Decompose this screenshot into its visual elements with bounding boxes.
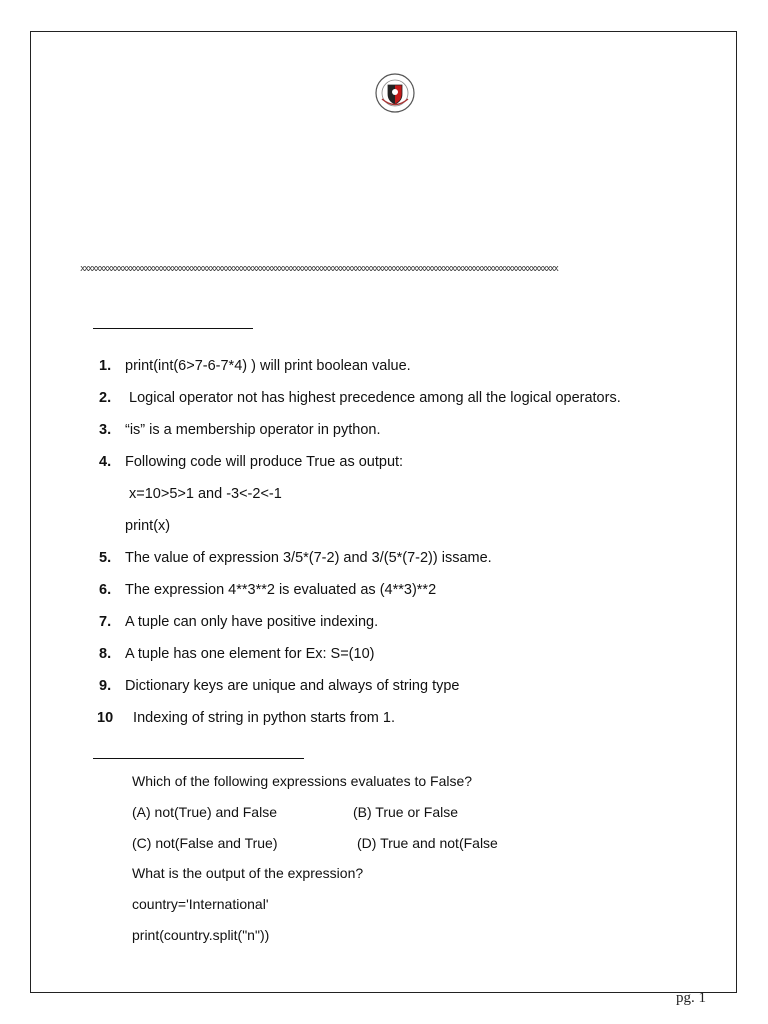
question-text: print(int(6>7-6-7*4) ) will print boolean value.	[125, 358, 411, 374]
question-number: 5.	[99, 550, 112, 566]
question-4-code-line-1: x=10>5>1 and -3<-2<-1	[125, 486, 282, 502]
mcq-question-1: Which of the following expressions evaluates to False?	[132, 773, 473, 789]
mcq-code-line-2: print(country.split("n"))	[132, 927, 270, 943]
mcq-option-a: (A) not(True) and False	[132, 804, 277, 820]
mcq-option-c: (C) not(False and True)	[132, 835, 278, 851]
question-number: 3.	[99, 422, 112, 438]
question-text: A tuple can only have positive indexing.	[125, 614, 379, 630]
question-10	[97, 709, 395, 727]
separator-line: xxxxxxxxxxxxxxxxxxxxxxxxxxxxxxxxxxxxxxxxxxxxxxxxxxxxxxxxxxxxxxxxxxxxxxxxxxxxxxxxxxxxxxxxxxxxxxxxxxxxxxxxxxxxxxxxxxxxxxxxxxxxx	[80, 264, 558, 274]
question-2	[99, 389, 621, 407]
question-8	[99, 645, 374, 663]
mcq-option-d: (D) True and not(False	[357, 835, 498, 851]
question-text: The expression 4**3**2 is evaluated as (4**3)**2	[125, 582, 437, 598]
question-number: 4.	[99, 454, 112, 470]
question-6	[99, 581, 436, 599]
question-7	[99, 613, 378, 631]
mcq-question-2: What is the output of the expression?	[132, 865, 364, 881]
question-4	[99, 453, 403, 471]
question-number: 9.	[99, 678, 112, 694]
mcq-code-line-1: country='International'	[132, 896, 269, 912]
question-text: A tuple has one element for Ex: S=(10)	[125, 646, 375, 662]
question-number: 2.	[99, 390, 112, 406]
question-1	[99, 357, 411, 375]
mcq-option-b: (B) True or False	[353, 804, 459, 820]
question-text: Dictionary keys are unique and always of string type	[125, 678, 460, 694]
question-text: Logical operator not has highest precedence among all the logical operators.	[125, 390, 621, 406]
question-5	[99, 549, 492, 567]
question-3	[99, 421, 380, 439]
question-text: The value of expression 3/5*(7-2) and 3/(5*(7-2)) issame.	[125, 550, 492, 566]
question-number: 1.	[99, 358, 112, 374]
question-number: 8.	[99, 646, 112, 662]
section-heading-blank	[93, 758, 304, 759]
question-number: 6.	[99, 582, 112, 598]
question-text: “is” is a membership operator in python.	[125, 422, 381, 438]
question-number: 10	[97, 710, 114, 726]
question-number: 7.	[99, 614, 112, 630]
section-heading-blank	[93, 328, 253, 329]
question-9	[99, 677, 459, 695]
page-number: pg. 1	[676, 990, 706, 1006]
question-4-code-line-2: print(x)	[125, 518, 171, 534]
school-logo	[374, 72, 416, 114]
question-text: Following code will produce True as output:	[125, 454, 404, 470]
question-text: Indexing of string in python starts from 1.	[125, 710, 395, 726]
